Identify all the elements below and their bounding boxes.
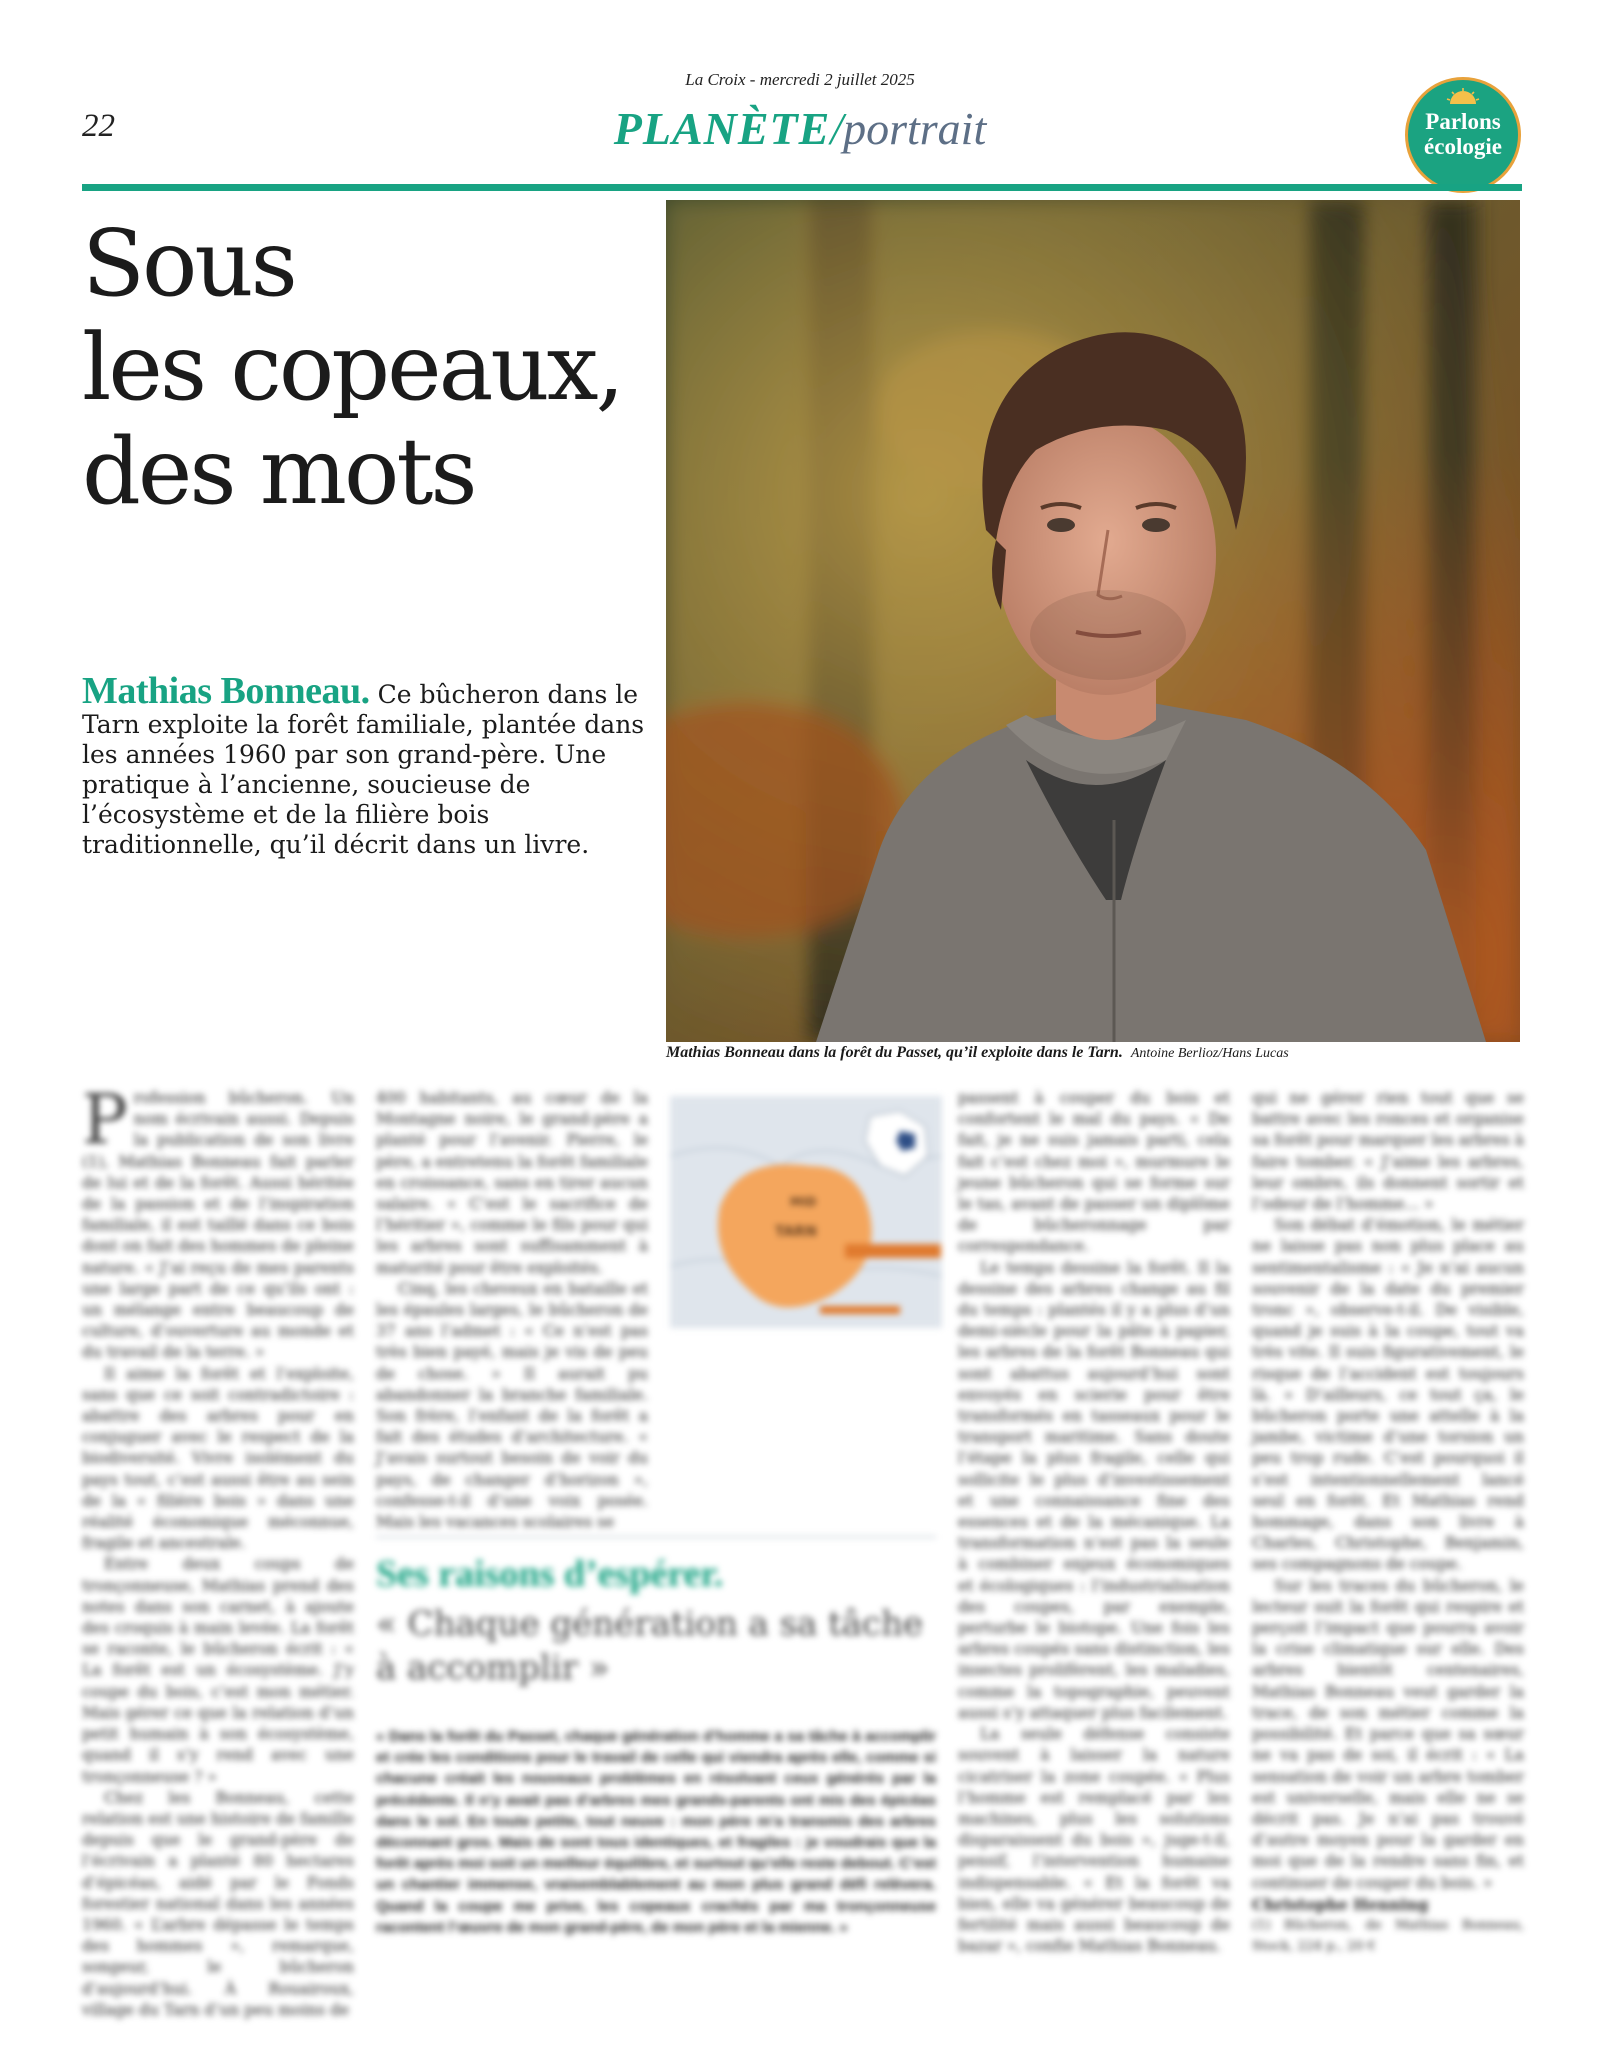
section-main: PLANÈTE — [613, 103, 831, 154]
raisons-quote: « Chaque génération a sa tâche à accomplir » — [376, 1604, 924, 1688]
photo-credit: Antoine Berlioz/Hans Lucas — [1130, 1046, 1289, 1061]
body-column-2: 400 habitants, au cœur de la Montagne noire, le grand-père a planté pour l’avenir. Pierre, le père, a entretenu la forêt familiale en croissance, sans en tirer aucun salaire. « C’est le sacrifice de l’héritier », comme le fils pour qui les arbres sont suffisamment à maturité pour être exploités. Cinq, les cheveux en bataille et les épaules larges, le bûcheron de 37 ans l’admet : « Ce n’est pas très bien payé, mais je vis de peu de chose. » Il aurait pu abandonner la branche familiale. Son frère, l’enfant de la forêt a fait des études d’architecture. « J’avais surtout besoin de voir du pays, de changer d’horizon », confesse-t-il d’une voix posée. Mais les vacances scolaires se — [376, 1089, 648, 1532]
badge-line1: Parlons — [1425, 109, 1501, 134]
parlons-ecologie-badge — [1408, 80, 1518, 190]
badge-line2: écologie — [1424, 134, 1502, 159]
sun-icon — [1446, 88, 1480, 106]
headline-line3: des mots — [82, 418, 475, 525]
lead-text: Ce bûcheron dans le Tarn exploite la forêt familiale, plantée dans les années 1960 par son grand-père. Une pratique à l’ancienne, soucieuse de l’écosystème et de la filière bois traditionnelle, qu’il décrit dans un livre. — [82, 680, 645, 859]
raisons-title: Ses raisons d’espérer. — [376, 1553, 724, 1595]
lead-name: Mathias Bonneau. — [82, 670, 370, 712]
headline-line2: les copeaux, — [82, 314, 622, 421]
portrait-illustration — [666, 200, 1520, 1042]
masthead: La Croix - mercredi 2 juillet 2025 — [685, 70, 915, 89]
page-number: 22 — [82, 108, 115, 144]
map-illustration — [670, 1096, 942, 1328]
photo-caption — [666, 1044, 1526, 1062]
map-label-tarn: TARN — [775, 1224, 817, 1240]
body-column-3: passent à couper du bois et confortent le mal du pays. « De fait, je ne suis jamais parti, cela fait c’est chez moi », murmure le jeune bûcheron qui se forme sur le tas, avant de passer un diplôme de bûcheronnage par correspondance. Le temps dessine la forêt. Il la dessine des arbres change au fil du temps : plantés il y a plus d’un demi-siècle pour la pâte à papier, les arbres de la forêt Bonneau qui sont abattus aujourd’hui sont envoyés en scierie pour être transformés en tasseaux pour le transport maritime. Sans doute l’étape la plus fragile, celle qui sollicite le plus d’investissement et une connaissance fine des essences et de la mécanique. La transformation n’est pas la seule à combiner enjeux économiques et écologiques : l’industrialisation des coupes, par exemple, perturbe le biotope. Une fois les arbres coupés sans distinction, les insectes prolifèrent, les maladies, comme la topographie, peuvent aussi s’y attaquer plus facilement. La seule défense consiste souvent à laisser la nature cicatriser la zone coupée. « Plus l’homme est remplacé par les machines, plus les solutions disparaissent du bois », juge-t-il, pensif, l’intervention humaine indispensable. « Et la forêt va bien, elle va générer beaucoup de fertilité mais aussi beaucoup de bazar », confie Mathias Bonneau. — [958, 1089, 1230, 1956]
body-column-4: qui ne gérer rien tout que se battre avec les ronces et organise sa forêt pour marquer les arbres à faire tomber. « J’aime les arbres, leur ombre, ils donnent sortir et l’odeur de l’homme... » Son débat d’émotion, le métier ne laisse pas non plus place au sentimentalisme : « Je n’ai aucun souvenir de la date du premier tronc », observe-t-il. De visible, quand je suis à la coupe, tout va très vite. Il suis figurativement, le risque de l’accident est toujours là. » D’ailleurs, ce tout ça, le bûcheron porte une attelle à la jambe, victime d’une torsion un peu trop rude. C’est pourquoi il s’est intentionnellement lancé seul en forêt. Et Mathias rend hommage, dans son livre à Charles, Christophe, Benjamin, ses compagnons de coupe. Sur les traces du bûcheron, le lecteur suit la forêt qui respire et perçoit l’impact que pourra avoir la crise climatique sur elle. Des arbres bientôt centenaires, Mathias Bonneau veut garder la trace, de son métier comme la possibilité. Et parce que sa sœur ne va pas de soi, il écrit : « La sensation de voir un arbre tomber est universelle, mais elle ne se décrit pas. Je n’ai pas trouvé d’autre moyen pour la garder en moi que de la rendre sans fin, et continuer de couper du bois. » Christophe Henning (1) Bûcheron, de Mathias Bonneau, Stock, 224 p., 20 € — [1252, 1089, 1524, 1955]
headline — [82, 212, 642, 524]
tarn-map — [670, 1096, 942, 1328]
section-separator — [376, 1536, 936, 1538]
headline-line1: Sous — [82, 210, 295, 317]
map-label-mid: MID — [790, 1195, 817, 1209]
section-slash: / — [830, 103, 844, 154]
body-column-1: Profession bûcheron. Un nom écrivain aussi. Depuis la publication de son livre (1), Mathias Bonneau fait parler de lui et de la forêt. Aussi héritée de la passion et de l’inspiration familiale, il est taillé dans ce bois dont on fait des hommes de pleine nature. « J’ai reçu de mes parents une large part de ce qu’ils ont : un mélange entre beaucoup de culture, d’ouverture au monde et du travail de la terre. » Il aime la forêt et l’exploite, sans que ce soit contradictoire : abattre des arbres pour en conjuguer avec le respect de la biodiversité. Vivre isolément du pays tout, c’est aussi être au sein de la « filière bois » dans une réalité économique méconnue, fragile et ancestrale. Entre deux coups de tronçonneuse, Mathias prend des notes dans son carnet, à ajoute des croquis à main levée. La forêt se raconte, le bûcheron écrit : « La forêt est un écosystème. J’y coupe du bois, c’est mon métier. Mais gérer ce que la relation d’un petit humain à son écosystème, quand il s’y rend avec une tronçonneuse ? » Chez les Bonneau, cette relation est une histoire de famille depuis que le grand-père de l’écrivain a planté 80 hectares d’épicéas, aidé par le Fonds forestier national dans les années 1960. « L’arbre dépasse le temps des hommes », remarque, songeur, le bûcheron d’aujourd’hui. À Rouairoux, village du Tarn d’un peu moins de — [82, 1081, 354, 2019]
caption-text: Mathias Bonneau dans la forêt du Passet, qu’il exploite dans le Tarn. — [666, 1044, 1123, 1061]
raisons-body: « Dans la forêt du Passet, chaque génération d’homme a sa tâche à accomplir et crée les conditions pour le travail de celle qui viendra après elle, comme si chacune créait les nouveaux problèmes en résolvant ceux générés par la précédente. Il n’y avait pas d’arbres mes grands-parents ont mis des épicéas dans le sol. En toute petite, tout neuve : mon père m’a transmis des arbres déconnant gros. Mais de sont tous identiques, et fragiles : je voudrais que la forêt après moi soit un meilleur équilibre, et surtout qu’elle reste debout. C’est un chantier immense, vraisemblablement au mon plus grand défi relèvera. Quand la coupe me prive, les copeaux crachés par ma tronçonneuse racontent l’œuvre de mon grand-père, de mon père et la mienne. » — [376, 1728, 936, 1936]
section-heading — [0, 102, 1600, 155]
section-sub: portrait — [843, 103, 987, 154]
lead-paragraph — [82, 670, 652, 860]
portrait-photo — [666, 200, 1520, 1042]
section-rule — [82, 184, 1522, 191]
